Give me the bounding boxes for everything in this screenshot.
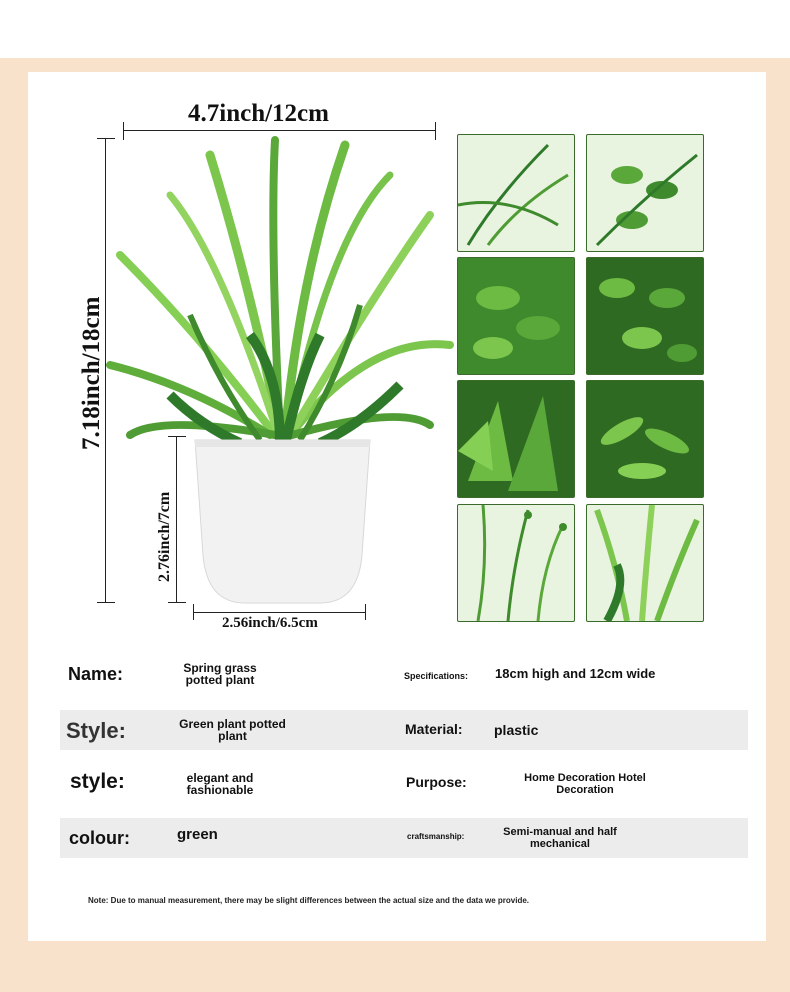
spec-row-style bbox=[60, 710, 748, 750]
spec-label: Purpose: bbox=[406, 774, 467, 790]
spec-label: Specifications: bbox=[404, 671, 469, 681]
grass-leaves bbox=[110, 140, 450, 445]
leaf-detail-thumbnail bbox=[586, 134, 704, 252]
pot-width-dimension-label: 2.56inch/6.5cm bbox=[222, 615, 318, 631]
height-dimension-label: 7.18inch/18cm bbox=[78, 296, 105, 450]
pot-width-tick-left bbox=[193, 604, 194, 620]
leaf-detail-thumbnail bbox=[457, 134, 575, 252]
leaf-detail-thumbnail bbox=[457, 380, 575, 498]
spec-label: style: bbox=[70, 770, 125, 793]
spec-value: elegant and fashionable bbox=[186, 771, 254, 797]
plant-pot bbox=[195, 440, 370, 603]
spec-value: Spring grass potted plant bbox=[183, 661, 257, 687]
spec-value: 18cm high and 12cm wide bbox=[495, 666, 656, 681]
width-dimension-line bbox=[123, 130, 435, 131]
pot-width-tick-right bbox=[365, 604, 366, 620]
spec-label: colour: bbox=[69, 828, 130, 848]
spec-value: plastic bbox=[494, 722, 539, 738]
pot-height-dimension-label: 2.76inch/7cm bbox=[156, 491, 173, 582]
leaf-detail-thumbnail bbox=[457, 257, 575, 375]
leaf-detail-thumbnail bbox=[457, 504, 575, 622]
measurement-note: Note: Due to manual measurement, there may be slight differences between the actual size and the data we provide. bbox=[88, 896, 530, 905]
spec-row-name bbox=[60, 655, 748, 695]
spec-value: Semi-manual and half mechanical bbox=[503, 826, 617, 850]
spec-label: Name: bbox=[68, 664, 124, 684]
spec-label: craftsmanship: bbox=[407, 832, 465, 841]
leaf-detail-thumbnail bbox=[586, 257, 704, 375]
spec-label: Material: bbox=[405, 721, 463, 737]
spec-row-colour bbox=[60, 818, 748, 858]
spec-label: Style: bbox=[66, 718, 126, 743]
leaf-detail-thumbnail bbox=[586, 380, 704, 498]
width-dimension-label: 4.7inch/12cm bbox=[188, 100, 329, 127]
pot-width-dimension-line bbox=[193, 612, 365, 613]
spec-value: Home Decoration Hotel Decoration bbox=[524, 772, 646, 796]
spec-value: Green plant potted plant bbox=[179, 717, 286, 743]
spec-value: green bbox=[177, 826, 218, 843]
spec-row-style-2 bbox=[60, 763, 748, 803]
potted-plant-image bbox=[100, 135, 460, 605]
leaf-detail-thumbnail bbox=[586, 504, 704, 622]
